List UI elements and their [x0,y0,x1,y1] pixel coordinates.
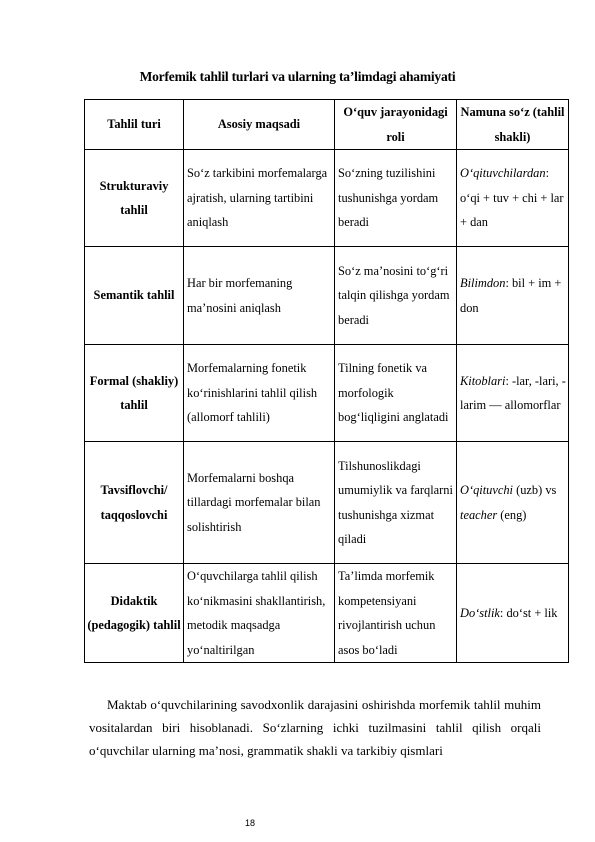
example-cell [457,247,569,345]
role-cell: Tilshunoslikdagi umumiylik va farqlarni tushunishga xizmat qiladi [335,442,457,564]
example-cell [457,442,569,564]
example-word: O‘qituvchi [460,483,513,497]
example-cell [457,345,569,442]
analysis-type-cell: Semantik tahlil [85,247,184,345]
table-title: Morfemik tahlil turlari va ularning ta’limdagi ahamiyati [139,69,456,84]
table-row [85,564,569,663]
header-cell: O‘quv jarayonidagi roli [335,100,457,150]
example-breakdown: : o‘qi + tuv + chi + lar + dan [460,166,564,230]
example-word: Kitoblari [460,373,506,388]
table-row [85,345,569,442]
purpose-cell: Har bir morfemaning ma’nosini aniqlash [184,247,335,345]
purpose-cell: Morfemalarni boshqa tillardagi morfemalar bilan solishtirish [184,442,335,564]
page-number: 18 [245,818,256,828]
analysis-type-cell: Formal (shakliy) tahlil [85,345,184,442]
table-row [85,150,569,247]
example-word: Do‘stlik [460,605,500,620]
analysis-type-cell: Didaktik (pedagogik) tahlil [85,564,184,663]
header-cell: Namuna so‘z (tahlil shakli) [457,100,569,150]
example-word: O‘qituvchilardan [460,166,546,181]
purpose-cell: Morfemalarning fonetik ko‘rinishlarini tahlil qilish (allomorf tahlili) [184,345,335,442]
example-breakdown: (eng) [497,507,527,522]
body-paragraph [89,693,541,762]
role-cell: Tilning fonetik va morfologik bog‘liqligini anglatadi [335,345,457,442]
purpose-cell: So‘z tarkibini morfemalarga ajratish, ularning tartibini aniqlash [184,150,335,247]
example-word-english: teacher [460,507,498,522]
example-breakdown: : bil + im + don [460,276,562,315]
table-row [85,442,569,564]
analysis-type-cell: Strukturaviy tahlil [85,150,184,247]
paragraph-text: Maktab o‘quvchilarining savodxonlik darajasini oshirishda morfemik tahlil muhim vositalardan biri hisoblanadi. So‘zlarning ichki tuzilmasini tahlil qilish orqali o‘quvchilar ularning ma’nosi, grammatik shakli va tarkibiy qismlari [89,697,541,758]
example-language-note: (uzb) vs [513,483,557,497]
example-word: Bilimdon [460,276,506,290]
role-cell: So‘z ma’nosini to‘g‘ri talqin qilishga yordam beradi [335,247,457,345]
example-cell [457,564,569,663]
table-row [85,247,569,345]
example-breakdown: : do‘st + lik [499,605,558,620]
role-cell: Ta’limda morfemik kompetensiyani rivojlantirish uchun asos bo‘ladi [335,564,457,663]
example-cell [457,150,569,247]
analysis-type-cell: Tavsiflovchi/ taqqoslovchi [85,442,184,564]
header-cell: Tahlil turi [85,100,184,150]
header-cell: Asosiy maqsadi [184,100,335,150]
morpheme-analysis-table [84,99,569,663]
role-cell: So‘zning tuzilishini tushunishga yordam beradi [335,150,457,247]
example-breakdown: : -lar, -lari, -larim — allomorflar [460,373,566,412]
table-header-row [85,100,569,150]
purpose-cell: O‘quvchilarga tahlil qilish ko‘nikmasini shakllantirish, metodik maqsadga yo‘naltirilgan [184,564,335,663]
